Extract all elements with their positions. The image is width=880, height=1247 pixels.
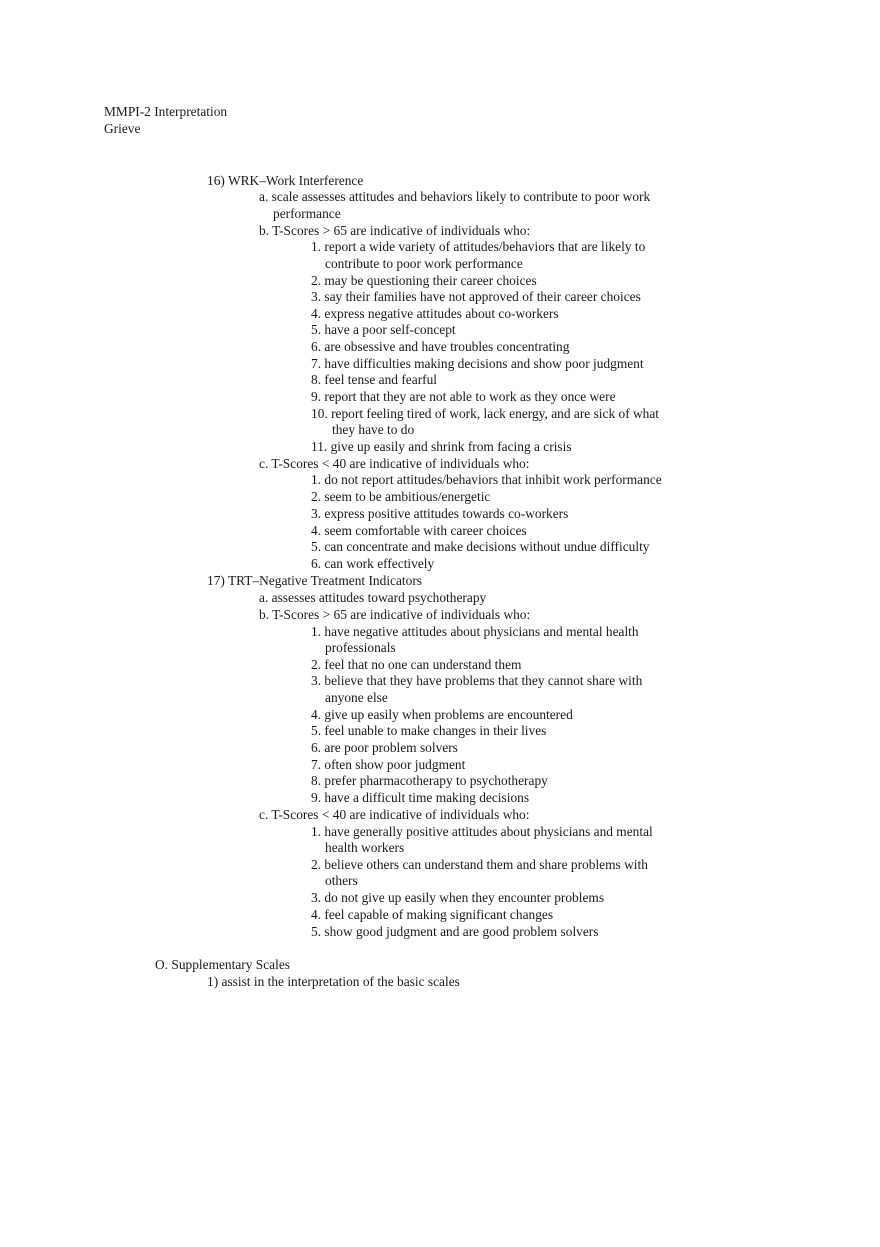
- trt-c-list-item: 1. have generally positive attitudes about physicians and mental: [311, 824, 653, 839]
- trt-b-list-item: 8. prefer pharmacotherapy to psychotherapy: [311, 773, 548, 788]
- wrk-b-list-item: 6. are obsessive and have troubles concentrating: [311, 339, 570, 354]
- trt-b-list-item: 3. believe that they have problems that they cannot share with: [311, 673, 643, 688]
- wrk-item-a-continued: performance: [273, 206, 341, 221]
- wrk-c-list-item: 3. express positive attitudes towards co-workers: [311, 506, 569, 521]
- trt-b-list-item: 1. have negative attitudes about physicians and mental health: [311, 624, 639, 639]
- wrk-b-list-item: 2. may be questioning their career choices: [311, 273, 537, 288]
- wrk-item-b-heading: b. T-Scores > 65 are indicative of individuals who:: [259, 223, 531, 238]
- wrk-b-list-item: 5. have a poor self-concept: [311, 322, 456, 337]
- trt-c-list-item: 5. show good judgment and are good problem solvers: [311, 924, 599, 939]
- trt-b-list-item-continued: professionals: [325, 640, 396, 655]
- wrk-b-list-item: 3. say their families have not approved of their career choices: [311, 289, 641, 304]
- trt-item-b-heading: b. T-Scores > 65 are indicative of individuals who:: [259, 607, 531, 622]
- wrk-b-list-item-continued: they have to do: [332, 422, 415, 437]
- trt-item-a: a. assesses attitudes toward psychotherapy: [259, 590, 487, 605]
- trt-c-list-item: 3. do not give up easily when they encounter problems: [311, 890, 605, 905]
- wrk-b-list-item: 4. express negative attitudes about co-workers: [311, 306, 559, 321]
- trt-c-list-item: 2. believe others can understand them and share problems with: [311, 857, 648, 872]
- wrk-b-list-item: 1. report a wide variety of attitudes/behaviors that are likely to: [311, 239, 646, 254]
- wrk-b-list-item: 9. report that they are not able to work as they once were: [311, 389, 616, 404]
- wrk-c-list-item: 4. seem comfortable with career choices: [311, 523, 527, 538]
- trt-b-list-item: 2. feel that no one can understand them: [311, 657, 522, 672]
- supplementary-item: 1) assist in the interpretation of the basic scales: [207, 974, 460, 989]
- document-title: MMPI-2 Interpretation: [104, 104, 228, 119]
- document-author: Grieve: [104, 120, 141, 136]
- trt-item-c-heading: c. T-Scores < 40 are indicative of individuals who:: [259, 807, 530, 822]
- trt-b-list-item-continued: anyone else: [325, 690, 388, 705]
- document-header: [104, 104, 227, 138]
- trt-c-list-item-continued: others: [325, 873, 358, 888]
- wrk-c-list-item: 6. can work effectively: [311, 556, 435, 571]
- wrk-c-list-item: 1. do not report attitudes/behaviors that inhibit work performance: [311, 472, 662, 487]
- wrk-b-list-item: 10. report feeling tired of work, lack energy, and are sick of what: [311, 406, 660, 421]
- wrk-c-list-item: 2. seem to be ambitious/energetic: [311, 489, 491, 504]
- wrk-c-list-item: 5. can concentrate and make decisions without undue difficulty: [311, 539, 650, 554]
- wrk-b-list-item: 7. have difficulties making decisions and show poor judgment: [311, 356, 644, 371]
- wrk-heading: 16) WRK–Work Interference: [207, 173, 364, 188]
- wrk-item-c-heading: c. T-Scores < 40 are indicative of individuals who:: [259, 456, 530, 471]
- trt-b-list-item: 6. are poor problem solvers: [311, 740, 458, 755]
- wrk-b-list-item: 11. give up easily and shrink from facing a crisis: [311, 439, 572, 454]
- trt-b-list-item: 4. give up easily when problems are encountered: [311, 707, 573, 722]
- trt-c-list-item-continued: health workers: [325, 840, 405, 855]
- trt-heading: 17) TRT–Negative Treatment Indicators: [207, 573, 423, 588]
- trt-b-list-item: 9. have a difficult time making decisions: [311, 790, 530, 805]
- wrk-b-list-item-continued: contribute to poor work performance: [325, 256, 523, 271]
- trt-b-list-item: 7. often show poor judgment: [311, 757, 466, 772]
- wrk-item-a: a. scale assesses attitudes and behaviors likely to contribute to poor work: [259, 189, 651, 204]
- supplementary-heading: O. Supplementary Scales: [155, 957, 290, 972]
- trt-b-list-item: 5. feel unable to make changes in their lives: [311, 723, 547, 738]
- wrk-b-list-item: 8. feel tense and fearful: [311, 372, 438, 387]
- trt-c-list-item: 4. feel capable of making significant changes: [311, 907, 554, 922]
